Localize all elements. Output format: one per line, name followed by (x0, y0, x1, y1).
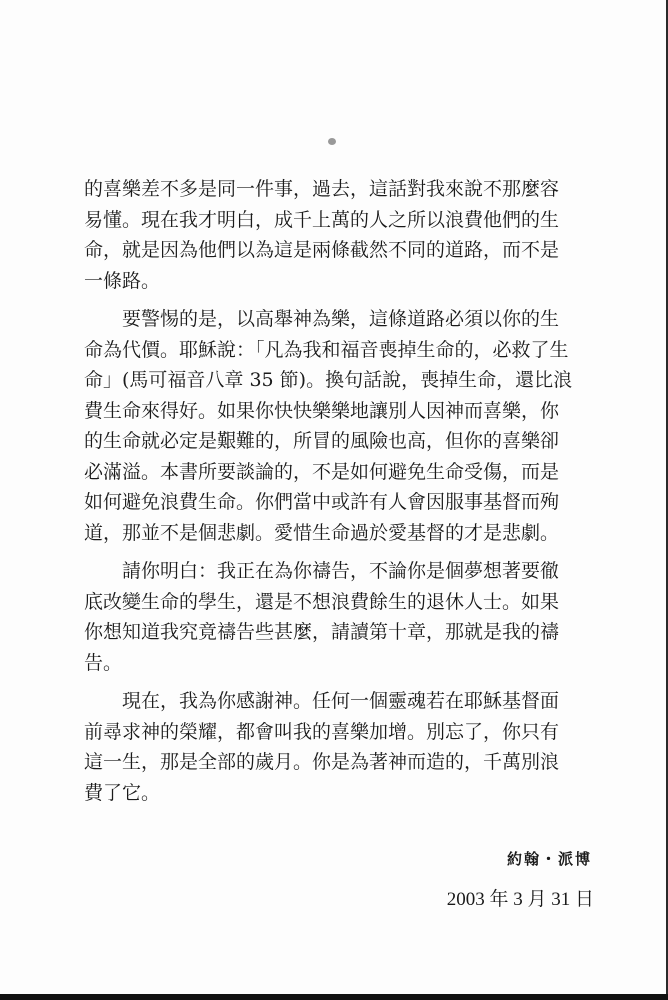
page-edge-bottom (0, 994, 668, 1000)
text-line: 必滿溢。本書所要談論的，不是如何避免生命受傷，而是 (84, 460, 560, 483)
body-text (84, 174, 594, 808)
paragraph-3 (84, 556, 594, 678)
text-line: 的喜樂差不多是同一件事，過去，這話對我來說不那麼容 (84, 178, 560, 200)
text-line: 底改變生命的學生，還是不想浪費餘生的退休人士。如果 (84, 590, 560, 613)
text-line: 現在，我為你感謝神。任何一個靈魂若在耶穌基督面 (122, 690, 560, 712)
text-line: 易懂。現在我才明白，成千上萬的人之所以浪費他們的生 (84, 208, 560, 231)
signature-date: 2003 年 3 月 31 日 (446, 889, 594, 910)
text-line: 請你明白：我正在為你禱告，不論你是個夢想著要徹 (122, 560, 560, 582)
paragraph-4 (84, 686, 594, 808)
paragraph-1 (84, 174, 594, 296)
author-signature: 約翰・派博 (506, 850, 592, 868)
paragraph-2 (84, 304, 594, 548)
text-line: 命為代價。耶穌說：「凡為我和福音喪掉生命的，必救了生 (84, 338, 569, 361)
text-line: 如何避免浪費生命。你們當中或許有人會因服事基督而殉 (84, 491, 560, 513)
text-line: 前尋求神的榮耀，都會叫我的喜樂加增。別忘了，你只有 (84, 720, 560, 743)
text-line: 你想知道我究竟禱告些甚麼，請讀第十章，那就是我的禱 (84, 621, 560, 643)
text-line: 這一生，那是全部的歲月。你是為著神而造的，千萬別浪 (84, 751, 560, 773)
text-line: 命，就是因為他們以為這是兩條截然不同的道路，而不是 (84, 239, 560, 261)
text-line: 命」(馬可福音八章 35 節)。換句話說，喪掉生命，還比浪 (84, 369, 573, 391)
text-line: 告。 (84, 651, 123, 674)
text-line: 的生命就必定是艱難的，所冒的風險也高，但你的喜樂卻 (84, 430, 560, 452)
text-line: 費了它。 (84, 781, 161, 804)
text-line: 一條路。 (84, 269, 161, 292)
ink-speck (328, 138, 336, 145)
text-line: 要警惕的是，以高舉神為樂，這條道路必須以你的生 (122, 308, 560, 330)
text-line: 道，那並不是個悲劇。愛惜生命過於愛基督的才是悲劇。 (84, 521, 560, 544)
text-line: 費生命來得好。如果你快快樂樂地讓別人因神而喜樂，你 (84, 399, 560, 422)
